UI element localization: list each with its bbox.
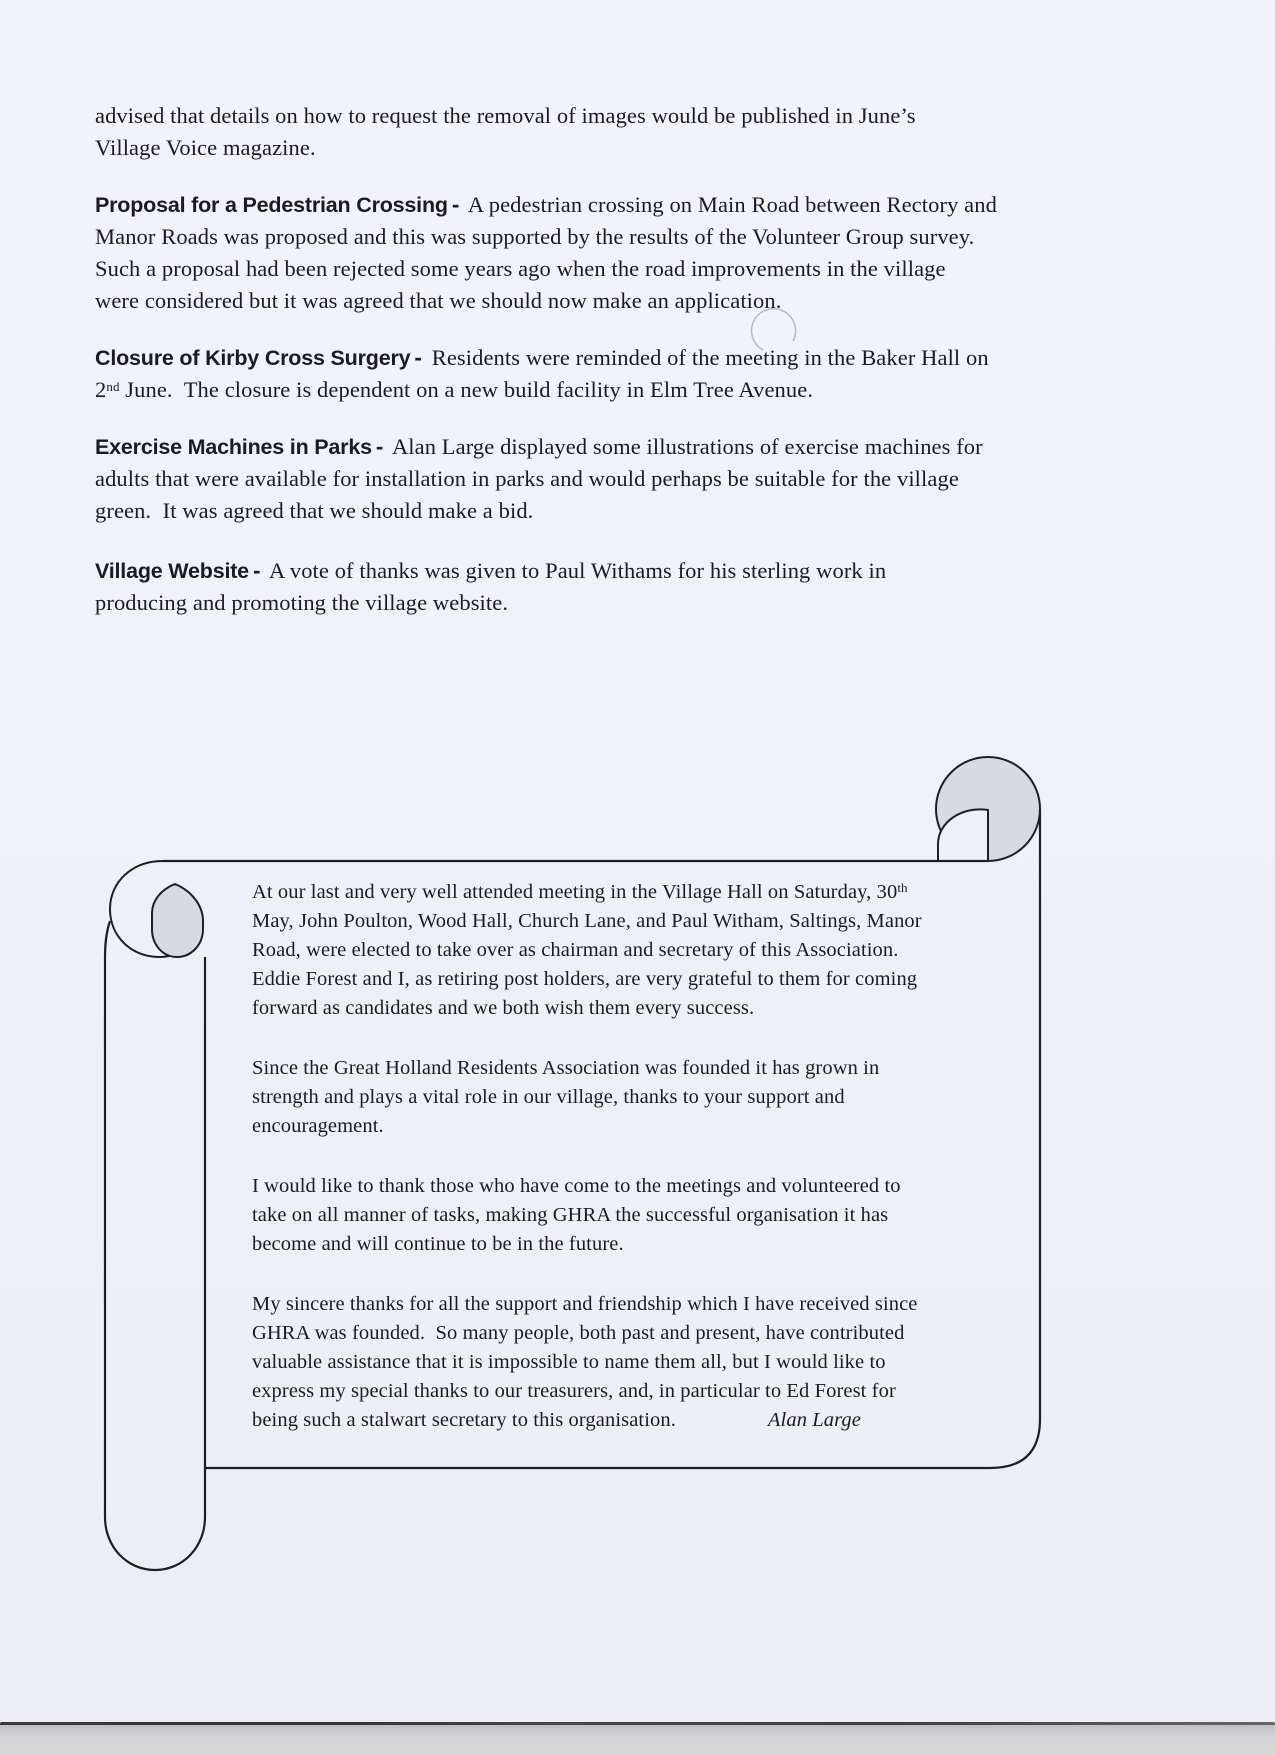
text-line: adults that were available for installation in parks and would perhaps be suitable for the village [95, 466, 959, 491]
text-line: were considered but it was agreed that we should now make an application. [95, 288, 782, 313]
scroll-right-curl [936, 757, 1040, 861]
text-line: become and will continue to be in the future. [252, 1233, 624, 1255]
scroll-tube [105, 921, 205, 1570]
section-heading: Proposal for a Pedestrian Crossing [95, 193, 448, 217]
heading-separator: - [451, 192, 460, 217]
letter-paragraph [252, 878, 994, 1023]
text-line: strength and plays a vital role in our village, thanks to your support and [252, 1086, 845, 1108]
text-line: May, John Poulton, Wood Hall, Church Lane, and Paul Witham, Saltings, Manor [252, 910, 922, 932]
text-line: Village Voice magazine. [95, 135, 316, 160]
text-line: being such a stalwart secretary to this organisation. Alan Large [252, 1406, 994, 1435]
text-line: Village Website - A vote of thanks was given to Paul Withams for his sterling work in [95, 558, 887, 583]
section-pedestrian-crossing [95, 189, 1100, 317]
section-heading: Village Website [95, 559, 249, 583]
heading-separator: - [252, 558, 261, 583]
text-line: take on all manner of tasks, making GHRA the successful organisation it has [252, 1204, 889, 1226]
text-line: Proposal for a Pedestrian Crossing - A pedestrian crossing on Main Road between Rectory and [95, 192, 997, 217]
text-line: Such a proposal had been rejected some years ago when the road improvements in the village [95, 256, 946, 281]
intro-paragraph [95, 100, 1100, 164]
section-heading: Closure of Kirby Cross Surgery [95, 346, 411, 370]
section-heading: Exercise Machines in Parks [95, 435, 372, 459]
text-line: express my special thanks to our treasurers, and, in particular to Ed Forest for [252, 1380, 896, 1402]
ordinal-superscript: nd [106, 379, 120, 394]
text-line: forward as candidates and we both wish them every success. [252, 997, 755, 1019]
scroll-right-curl-inner [938, 809, 988, 861]
text-line: 2nd June. The closure is dependent on a new build facility in Elm Tree Avenue. [95, 377, 814, 402]
text-line: My sincere thanks for all the support and friendship which I have received since [252, 1293, 918, 1315]
section-village-website [95, 555, 1100, 619]
text-line: valuable assistance that it is impossible to name them all, but I would like to [252, 1351, 886, 1373]
ordinal-superscript: th [897, 880, 908, 895]
heading-separator: - [375, 434, 384, 459]
text-line: Exercise Machines in Parks - Alan Large displayed some illustrations of exercise machines for [95, 434, 983, 459]
scroll-letter-text [252, 878, 994, 1466]
heading-separator: - [414, 345, 422, 370]
text-line: Eddie Forest and I, as retiring post holders, are very grateful to them for coming [252, 968, 918, 990]
text-line: producing and promoting the village website. [95, 590, 509, 615]
scroll-left-curl-outline [110, 861, 200, 957]
section-kirby-cross-surgery [95, 342, 1100, 406]
text-line: Since the Great Holland Residents Association was founded it has grown in [252, 1057, 880, 1079]
scanner-background-band [0, 1725, 1275, 1755]
text-line: green. It was agreed that we should make a bid. [95, 498, 534, 523]
text-line: At our last and very well attended meeting in the Village Hall on Saturday, 30th [252, 880, 908, 903]
letter-paragraph [252, 1172, 994, 1259]
text-line: Closure of Kirby Cross Surgery - Residents were reminded of the meeting in the Baker Hall on [95, 345, 989, 370]
letter-paragraph [252, 1054, 994, 1141]
text-line: advised that details on how to request the removal of images would be published in June’s [95, 103, 916, 128]
text-line: I would like to thank those who have come to the meetings and volunteered to [252, 1175, 901, 1197]
text-line: GHRA was founded. So many people, both past and present, have contributed [252, 1322, 905, 1344]
document-body-text [95, 100, 1100, 619]
signature: Alan Large [767, 1409, 861, 1431]
text-line: Road, were elected to take over as chairman and secretary of this Association. [252, 939, 899, 961]
text-line: Manor Roads was proposed and this was supported by the results of the Volunteer Group survey. [95, 224, 975, 249]
text-line: encouragement. [252, 1115, 384, 1137]
section-exercise-machines [95, 431, 1100, 527]
letter-paragraph [252, 1290, 994, 1435]
scroll-left-curl-inner [152, 884, 203, 957]
